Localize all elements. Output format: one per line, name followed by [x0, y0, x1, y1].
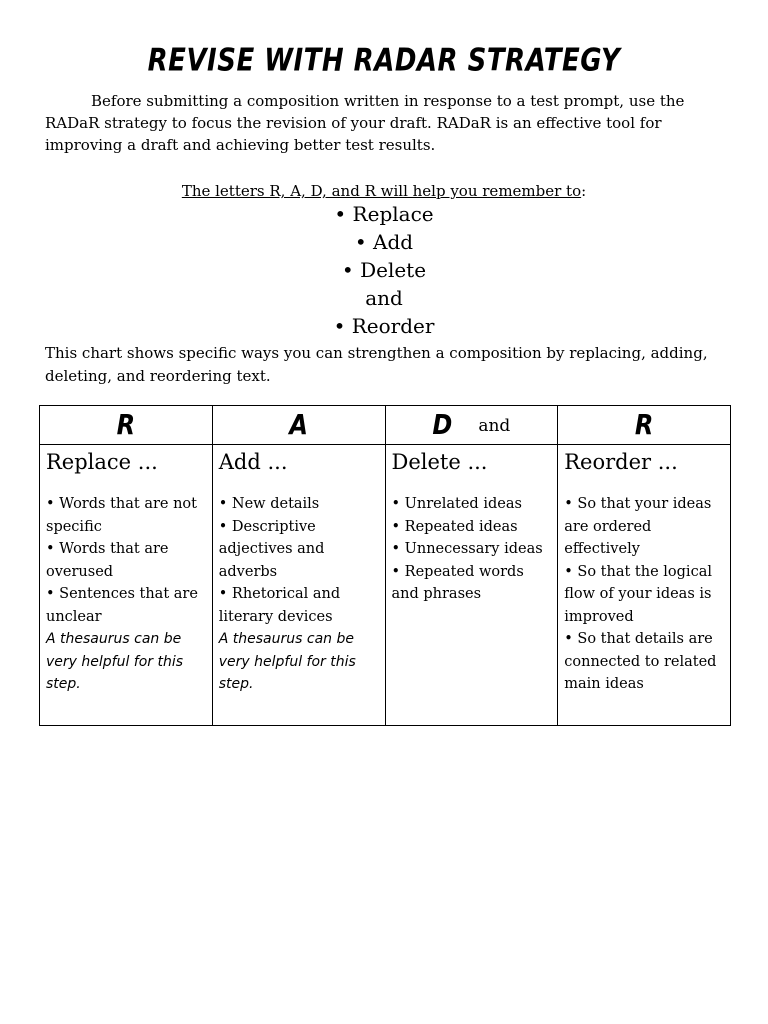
- column-replace: [40, 445, 213, 726]
- list-item: • Words that are overused: [46, 541, 169, 580]
- list-item: • Rhetorical and literary devices: [218, 586, 341, 625]
- intro-paragraph: Before submitting a composition written in response to a test prompt, use the RADaR strategy to focus the revision of your draft. RADaR is an effective tool for improving a draft and achieving better test results.: [45, 92, 685, 154]
- column-title: Reorder ...: [564, 450, 678, 474]
- column-reorder: [558, 445, 731, 726]
- column-title: Add ...: [218, 450, 288, 474]
- list-item: • So that your ideas are ordered effectively: [564, 496, 712, 557]
- list-item: • Unrelated ideas: [391, 496, 522, 512]
- column-title: Replace ...: [46, 450, 158, 474]
- list-item: • Sentences that are unclear: [46, 586, 198, 625]
- bullet-replace: • Replace: [334, 202, 434, 226]
- list-item: • Descriptive adjectives and adverbs: [218, 518, 325, 580]
- thesaurus-note: A thesaurus can be very helpful for this step.: [46, 631, 184, 692]
- list-item: • Repeated ideas: [391, 518, 518, 535]
- header-letter: R: [116, 408, 136, 442]
- header-letter: A: [289, 408, 308, 442]
- thesaurus-note: A thesaurus can be very helpful for this step.: [218, 631, 356, 692]
- header-cell-delete: [385, 406, 558, 445]
- list-item: • Unnecessary ideas: [391, 541, 543, 557]
- bullet-reorder: • Reorder: [333, 314, 435, 338]
- letters-line-text: The letters R, A, D, and R will help you remember to: [181, 182, 582, 200]
- header-cell-add: [212, 406, 385, 445]
- table-body-row: [40, 445, 731, 726]
- list-item: • Repeated words and phrases: [391, 563, 524, 602]
- radar-table: [39, 405, 731, 726]
- list-item: • New details: [218, 496, 320, 512]
- bullet-add: • Add: [354, 230, 414, 254]
- header-and-label: and: [478, 416, 511, 436]
- column-title: Delete ...: [391, 450, 488, 474]
- page-title: REVISE WITH RADAR STRATEGY: [147, 43, 621, 79]
- header-cell-replace: [40, 406, 213, 445]
- list-item: • So that details are connected to related main ideas: [564, 631, 717, 692]
- list-item: • So that the logical flow of your ideas is improved: [564, 563, 712, 625]
- letters-line: [0, 180, 768, 202]
- bullet-delete: • Delete: [341, 258, 427, 282]
- header-cell-reorder: [558, 406, 731, 445]
- header-letter: D: [432, 408, 453, 442]
- list-item: • Words that are not specific: [46, 496, 197, 535]
- column-delete: [385, 445, 558, 726]
- chart-intro-paragraph: This chart shows specific ways you can strengthen a composition by replacing, adding, deleting, and reordering text.: [45, 344, 708, 385]
- radar-bullet-list: [0, 200, 768, 340]
- table-header-row: [40, 406, 731, 445]
- letters-line-colon: :: [581, 182, 587, 200]
- column-add: [212, 445, 385, 726]
- header-letter: R: [634, 408, 654, 442]
- bullet-and: and: [365, 286, 403, 310]
